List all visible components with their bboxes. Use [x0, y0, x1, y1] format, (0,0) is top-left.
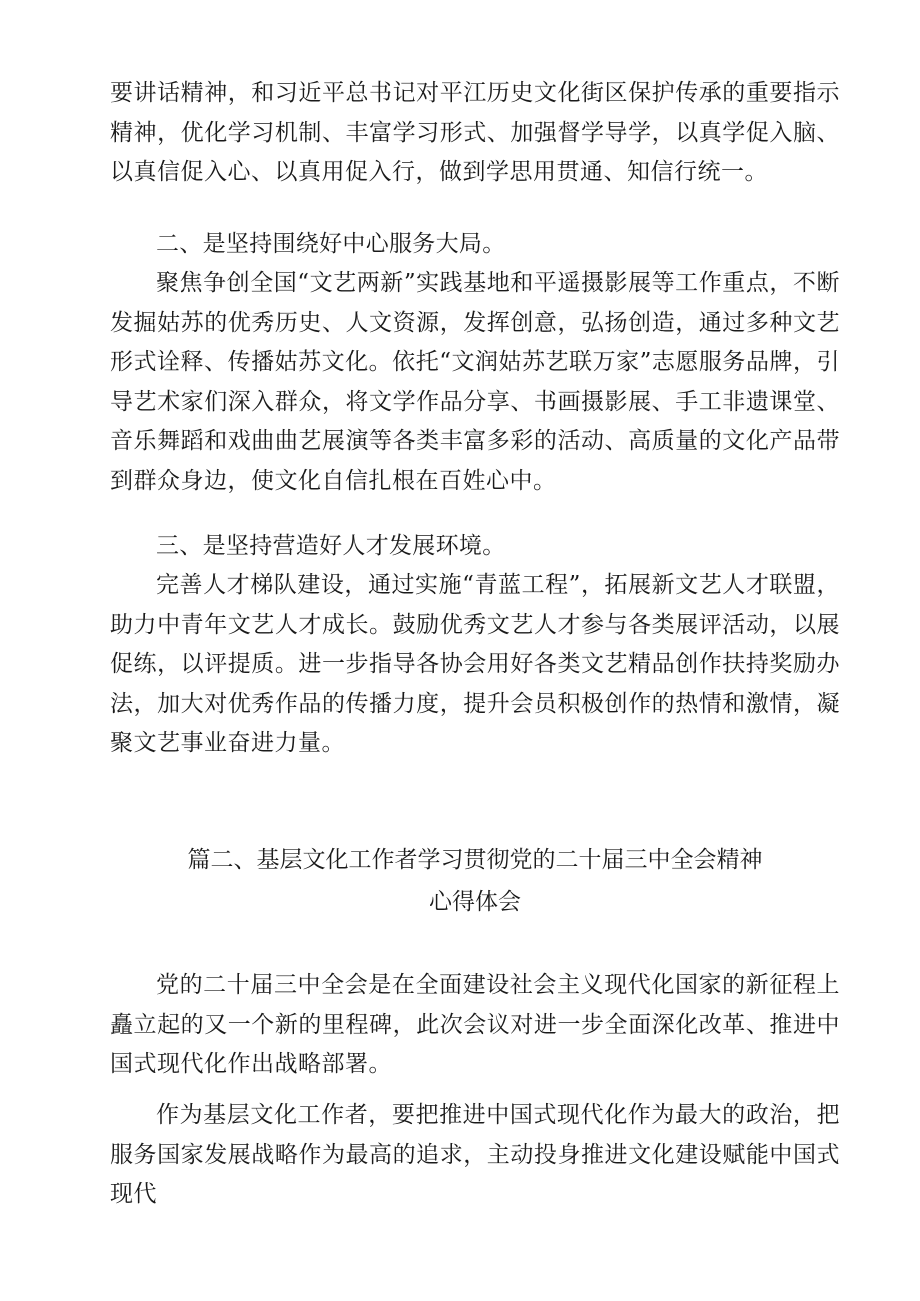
heading-talent-environment: 三、是坚持营造好人才发展环境。 [156, 533, 506, 559]
paragraph-cultural-worker: 作为基层文化工作者，要把推进中国式现代化作为最大的政治，把服务国家发展战略作为最高的追求，主动投身推进文化建设赋能中国式现代 [110, 1102, 840, 1207]
article-title-line-2: 心得体会 [429, 889, 521, 915]
heading-serve-center: 二、是坚持围绕好中心服务大局。 [156, 231, 506, 257]
paragraph-talent-building: 完善人才梯队建设，通过实施“青蓝工程”，拓展新文艺人才联盟，助力中青年文艺人才成长。鼓励优秀文艺人才参与各类展评活动，以展促练，以评提质。进一步指导各协会用好各类文艺精品创作扶持奖励办法，加大对优秀作品的传播力度，提升会员积极创作的热情和激情，凝聚文艺事业奋进力量。 [110, 572, 840, 756]
article-title-line-1: 篇二、基层文化工作者学习贯彻党的二十届三中全会精神 [187, 847, 763, 873]
paragraph-study-mechanism: 要讲话精神，和习近平总书记对平江历史文化街区保护传承的重要指示精神，优化学习机制、丰富学习形式、加强督学导学，以真学促入脑、以真信促入心、以真用促入行，做到学思用贯通、知信行统一。 [110, 80, 840, 185]
paragraph-plenary-session: 党的二十届三中全会是在全面建设社会主义现代化国家的新征程上矗立起的又一个新的里程碑，此次会议对进一步全面深化改革、推进中国式现代化作出战略部署。 [110, 972, 840, 1077]
paragraph-culture-promotion: 聚焦争创全国“文艺两新”实践基地和平遥摄影展等工作重点，不断发掘姑苏的优秀历史、人文资源，发挥创意，弘扬创造，通过多种文艺形式诠释、传播姑苏文化。依托“文润姑苏艺联万家”志愿服务品牌，引导艺术家们深入群众，将文学作品分享、书画摄影展、手工非遗课堂、音乐舞蹈和戏曲曲艺展演等各类丰富多彩的活动、高质量的文化产品带到群众身边，使文化自信扎根在百姓心中。 [110, 270, 840, 494]
